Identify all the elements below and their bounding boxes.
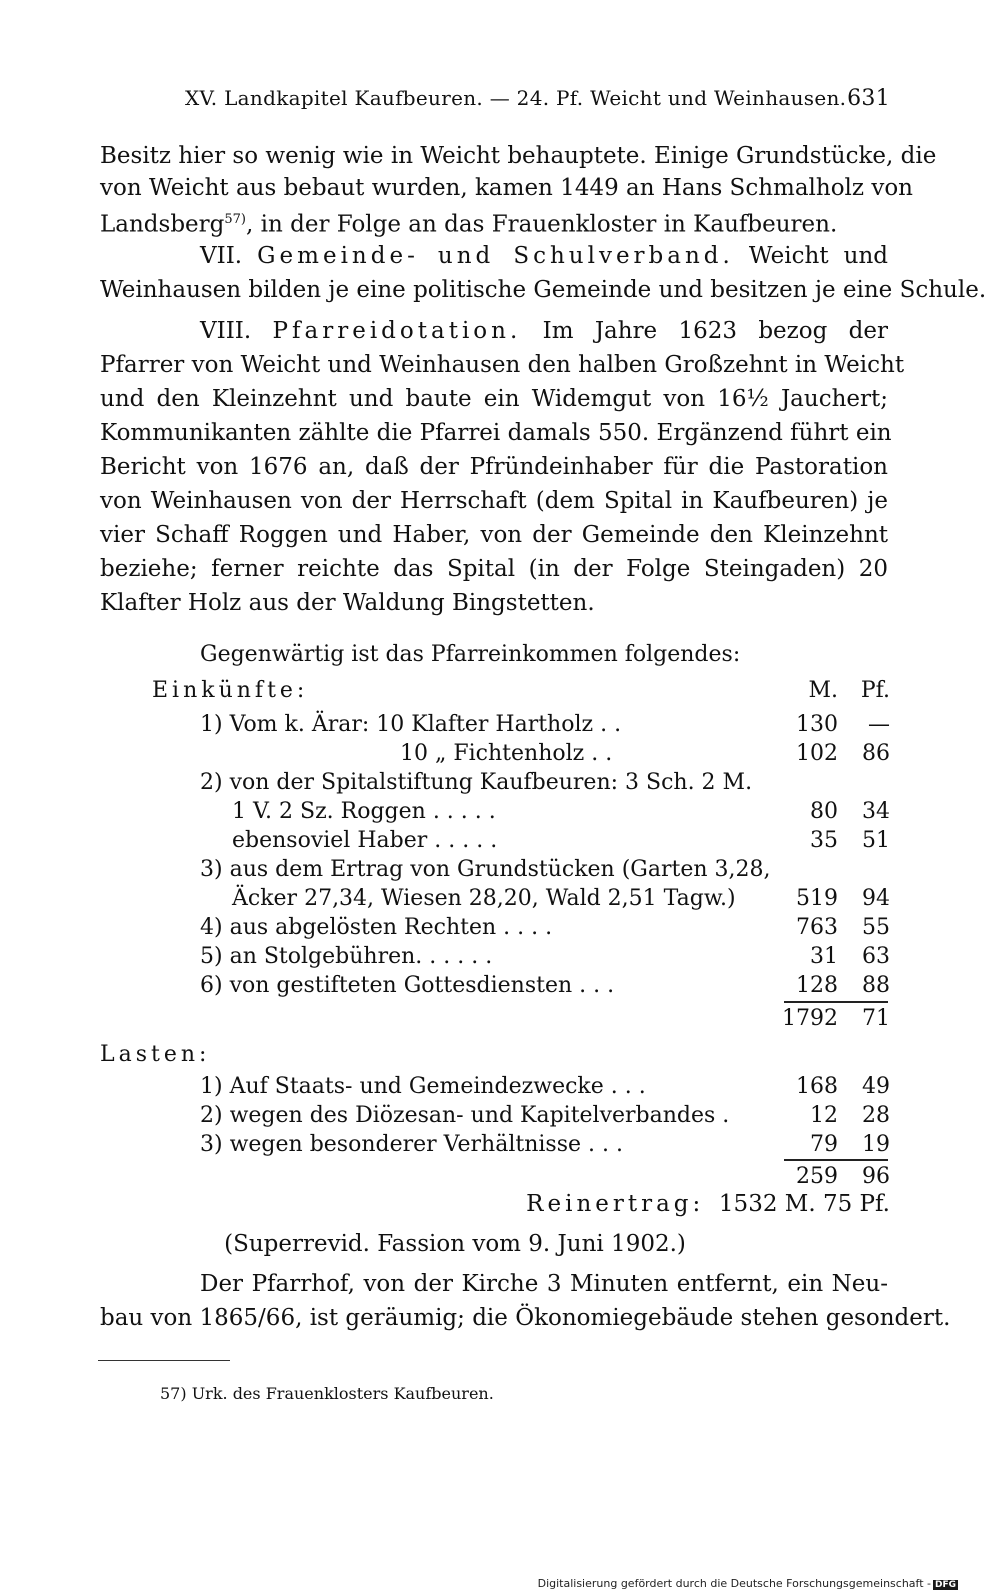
- pfennig-value: 51: [862, 828, 890, 853]
- section-number: VIII.: [200, 318, 252, 344]
- income-total-row: [100, 1004, 890, 1033]
- pfennig-value: 86: [862, 741, 890, 766]
- table-row: [100, 826, 890, 855]
- total-pfennig: 71: [862, 1006, 890, 1031]
- total-pfennig: 96: [862, 1164, 890, 1189]
- pfennig-value: 88: [862, 973, 890, 998]
- net-income-value: 1532 M. 75 Pf.: [718, 1191, 890, 1217]
- text-line: Kommunikanten zählte die Pfarrei damals 550. Ergänzend führt ein: [100, 420, 892, 446]
- pfennig-value: 49: [862, 1074, 890, 1099]
- text-line: bau von 1865/66, ist geräumig; die Ökonomiegebäude stehen gesondert.: [100, 1305, 951, 1331]
- table-row: [100, 1072, 890, 1101]
- total-mark: 1792: [782, 1006, 838, 1031]
- footnote: 57) Urk. des Frauenklosters Kaufbeuren.: [160, 1384, 494, 1403]
- table-row: [100, 913, 890, 942]
- column-header-mark: M.: [808, 678, 838, 703]
- text-line: Klafter Holz aus der Waldung Bingstetten.: [100, 590, 595, 616]
- burdens-heading-row: [100, 1040, 890, 1069]
- text-line: Weinhausen bilden je eine politische Gemeinde und besitzen je eine Schule.: [100, 277, 987, 303]
- row-label: 6) von gestifteten Gottesdiensten . . .: [200, 973, 615, 998]
- table-row: [100, 1130, 890, 1159]
- text-line: Der Pfarrhof, von der Kirche 3 Minuten entfernt, ein Neu-: [200, 1271, 888, 1297]
- text-line: beziehe; ferner reichte das Spital (in der Folge Steingaden) 20: [100, 556, 888, 582]
- section-number: VII.: [200, 243, 243, 269]
- text-line: Besitz hier so wenig wie in Weicht behauptete. Einige Grundstücke, die: [100, 143, 937, 169]
- page-number: 631: [847, 86, 890, 111]
- line-text: Weicht und: [748, 243, 889, 269]
- sum-rule: [784, 1159, 888, 1161]
- text-line: [100, 204, 888, 236]
- pfennig-value: 34: [862, 799, 890, 824]
- table-row: [100, 739, 890, 768]
- text-line: Bericht von 1676 an, daß der Pfründeinhaber für die Pastoration: [100, 454, 888, 480]
- row-label: Äcker 27,34, Wiesen 28,20, Wald 2,51 Tagw.): [232, 886, 736, 911]
- mark-value: 168: [796, 1074, 838, 1099]
- pfennig-value: 19: [862, 1132, 890, 1157]
- mark-value: 130: [796, 712, 838, 737]
- net-income-label: Reinertrag:: [526, 1191, 705, 1217]
- place-name: Landsberg: [100, 211, 225, 238]
- table-intro: [200, 640, 990, 669]
- mark-value: 102: [796, 741, 838, 766]
- burdens-heading: Lasten:: [100, 1042, 211, 1067]
- pfennig-value: 28: [862, 1103, 890, 1128]
- intro-text: Gegenwärtig ist das Pfarreinkommen folgendes:: [200, 642, 741, 667]
- table-row: [100, 1101, 890, 1130]
- mark-value: 519: [796, 886, 838, 911]
- table-row: [100, 855, 890, 884]
- mark-value: 12: [810, 1103, 838, 1128]
- mark-value: 79: [810, 1132, 838, 1157]
- row-label: ebensoviel Haber . . . . .: [232, 828, 498, 853]
- source-note: (Superrevid. Fassion vom 9. Juni 1902.): [224, 1231, 686, 1257]
- line-text: , in der Folge an das Frauenkloster in Kaufbeuren.: [246, 211, 838, 238]
- text-line: vier Schaff Roggen und Haber, von der Gemeinde den Kleinzehnt: [100, 522, 888, 548]
- row-label: 3) aus dem Ertrag von Grundstücken (Garten 3,28,: [200, 857, 771, 882]
- credit-text: Digitalisierung gefördert durch die Deutsche Forschungsgemeinschaft -: [537, 1577, 931, 1590]
- table-row: [100, 710, 890, 739]
- table-row: [100, 971, 890, 1000]
- burdens-total-row: [100, 1162, 890, 1191]
- dfg-logo: DFG: [934, 1580, 956, 1590]
- running-header: [100, 86, 890, 118]
- footnote-reference: 57): [224, 212, 247, 227]
- text-line: und den Kleinzehnt und baute ein Widemgut von 16½ Jauchert;: [100, 386, 888, 412]
- footnote-rule: [98, 1360, 230, 1361]
- text-line: von Weinhausen von der Herrschaft (dem Spital in Kaufbeuren) je: [100, 488, 888, 514]
- section-heading: Gemeinde- und Schulverband.: [257, 243, 734, 269]
- digitization-credit: [538, 1577, 958, 1590]
- income-heading: Einkünfte:: [152, 678, 309, 703]
- row-label: 1) Vom k. Ärar: 10 Klafter Hartholz . .: [200, 712, 622, 737]
- table-row: [100, 942, 890, 971]
- pfennig-value: 63: [862, 944, 890, 969]
- pfennig-value: —: [868, 712, 890, 737]
- mark-value: 31: [810, 944, 838, 969]
- mark-value: 763: [796, 915, 838, 940]
- running-head-text: XV. Landkapitel Kaufbeuren. — 24. Pf. Weicht und Weinhausen.: [185, 86, 847, 110]
- income-heading-row: [100, 676, 890, 705]
- total-mark: 259: [796, 1164, 838, 1189]
- section-heading: Pfarreidotation.: [272, 318, 522, 344]
- row-label: 3) wegen besonderer Verhältnisse . . .: [200, 1132, 623, 1157]
- row-label: 10 „ Fichtenholz . .: [400, 741, 613, 766]
- text-line: Pfarrer von Weicht und Weinhausen den halben Großzehnt in Weicht: [100, 352, 905, 378]
- mark-value: 80: [810, 799, 838, 824]
- table-row: [100, 768, 890, 797]
- mark-value: 128: [796, 973, 838, 998]
- table-row: [100, 884, 890, 913]
- section-heading-line: [200, 315, 888, 347]
- line-text: Im Jahre 1623 bezog der: [542, 318, 889, 344]
- net-income-line: [526, 1188, 890, 1220]
- mark-value: 35: [810, 828, 838, 853]
- row-label: 2) wegen des Diözesan- und Kapitelverbandes .: [200, 1103, 730, 1128]
- row-label: 2) von der Spitalstiftung Kaufbeuren: 3 Sch. 2 M.: [200, 770, 753, 795]
- section-heading-line: [200, 240, 888, 272]
- pfennig-value: 55: [862, 915, 890, 940]
- column-header-pfennig: Pf.: [860, 678, 890, 703]
- row-label: 5) an Stolgebühren. . . . . .: [200, 944, 493, 969]
- pfennig-value: 94: [862, 886, 890, 911]
- sum-rule: [784, 1001, 888, 1003]
- row-label: 1 V. 2 Sz. Roggen . . . . .: [232, 799, 496, 824]
- row-label: 4) aus abgelösten Rechten . . . .: [200, 915, 553, 940]
- row-label: 1) Auf Staats- und Gemeindezwecke . . .: [200, 1074, 646, 1099]
- table-row: [100, 797, 890, 826]
- text-line: von Weicht aus bebaut wurden, kamen 1449 an Hans Schmalholz von: [100, 175, 913, 201]
